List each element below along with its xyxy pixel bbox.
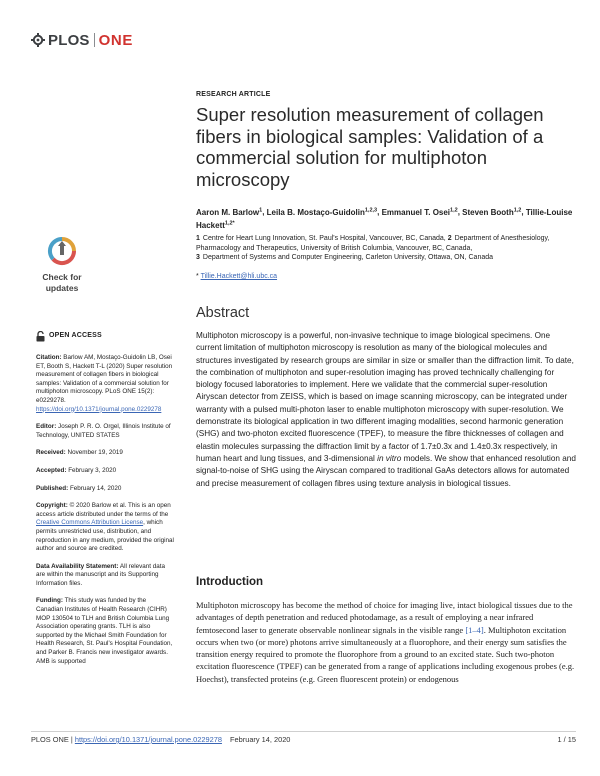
author[interactable]: Tillie-Louise Hackett$^{1,2*}$ <box>196 207 573 230</box>
citation-block: Citation: Barlow AM, Mostaço-Guidolin LB, Osei ET, Booth S, Hackett T-L (2020) Super resolution measurement of collagen fibers in biological samples: Validation of a commercial solution for multiphoton microscopy. PLoS ONE 15(2): e0229278. https://doi.org/10.1371/journal.pone.0229278 <box>36 354 173 413</box>
affiliation-number: 1 <box>196 235 200 242</box>
footer-citation: PLOS ONE | https://doi.org/10.1371/journal.pone.0229278 February 14, 2020 <box>31 735 291 744</box>
data-availability-block: Data Availability Statement: All relevant data are within the manuscript and its Supporting Information files. <box>36 562 166 587</box>
correspondence-marker: * <box>196 273 199 280</box>
affiliation-text: Centre for Heart Lung Innovation, St. Paul's Hospital, Vancouver, BC, Canada, <box>202 235 446 242</box>
accepted-date: Accepted: February 3, 2020 <box>36 466 117 474</box>
affiliation-text: Department of Anesthesiology, Pharmacology and Therapeutics, University of British Columbia, Vancouver, BC, Canada, <box>196 235 550 252</box>
open-lock-icon <box>36 331 45 342</box>
badge-label-line1: Check for <box>42 272 82 282</box>
badge-label-line2: updates <box>45 283 79 293</box>
article-type: RESEARCH ARTICLE <box>196 91 271 98</box>
page-number: 1 / 15 <box>557 735 576 744</box>
plos-logo-icon <box>31 33 45 47</box>
check-for-updates-badge[interactable] <box>36 236 88 293</box>
author[interactable]: Emmanuel T. Osei$^{1,2}$ <box>381 207 458 217</box>
article-info-sidebar <box>36 331 174 675</box>
abstract-body: Multiphoton microscopy is a powerful, non-invasive technique to image biological specimens. One current limitation of multiphoton microscopy is resolution as many of the biological molecules and structures investigated by research groups are similar in size or smaller than the diffraction limit. To date, the combination of multiphoton and super-resolution imaging has proved technically challenging for biology focused laboratories to implement. Here we validate that the commercial super-resolution Airyscan detector from ZEISS, which is based on image scanning microscopy, can be integrated under warranty with a pulsed multi-photon laser to enable multiphoton microscopy with super-resolution. We demonstrate its biological application in two different imaging modalities, second harmonic generation (SHG) and two-photon excited fluorescence (TPEF), to measure the fibre thicknesses of collagen and elastin molecules surpassing the diffraction limit by a factor of 1.7±0.3x and 1.4±0.3x respectively, in human heart and lung tissues, and 3-dimensional in vitro models. We show that enhanced resolution and signal-to-noise of SHG using the Airyscan compared to traditional GaAs detectors allows for automated and precise measurement of collagen fibres using texture analysis in biological tissues. <box>196 331 576 488</box>
reference-link[interactable]: [1–4] <box>465 624 484 635</box>
logo-word-plos: PLOS <box>48 31 90 49</box>
affiliation-number: 3 <box>196 254 200 262</box>
introduction-heading: Introduction <box>196 576 264 588</box>
published-date: Published: February 14, 2020 <box>36 484 122 492</box>
introduction-body: Multiphoton microscopy has become the method of choice for imaging live, intact biological tissues due to the advantages of depth penetration and reduced photodamage, as a result of employing a near infrared femtosecond laser to generate observable nonlinear signals in the visible range [1–4]. Multiphoton excitation occurs when two (or more) photons arrive simultaneously at a fluorophore, and their energy sum satisfies the transition energy required to promote the fluorophore from a ground to an excited state. Such two-photon excitation fluorescence (TPEF) can be generated from a range of applications including exogenous probes (e.g. Hoechst), transfected proteins (e.g. Green fluorescent protein) or endogenous <box>196 600 575 684</box>
license-link[interactable]: Creative Commons Attribution License <box>36 519 144 527</box>
author[interactable]: Leila B. Mostaço-Guidolin$^{1,2,3}$ <box>266 207 378 217</box>
affiliation-number: 2 <box>447 235 452 242</box>
funding-block: Funding: This study was funded by the Canadian Institutes of Health Research (CIHR) MOP 130504 to TLH and British Columbia Lung Association operating grants. TLH is also supported by the Michael Smith Foundation for Health Research, St. Paul's Hospital Foundation, and Parker B. Francis new investigator awards. AMB is supported <box>36 597 173 665</box>
footer-divider <box>31 731 576 732</box>
logo-separator <box>94 33 95 47</box>
page-footer <box>31 735 576 744</box>
author[interactable]: Steven Booth$^{1,2}$ <box>462 207 522 217</box>
abstract-heading: Abstract <box>196 305 250 321</box>
citation-doi-link[interactable]: https://doi.org/10.1371/journal.pone.0229278 <box>36 405 162 413</box>
editor-block: Editor: Joseph P. R. O. Orgel, Illinois Institute of Technology, UNITED STATES <box>36 423 171 439</box>
correspondence <box>196 273 277 280</box>
affiliation-text: Department of Systems and Computer Engineering, Carleton University, Ottawa, ON, Canada <box>202 254 494 262</box>
check-for-updates-icon <box>47 236 77 266</box>
journal-logo[interactable] <box>31 30 133 50</box>
affiliations <box>196 234 576 263</box>
author[interactable]: Aaron M. Barlow$^1$ <box>196 207 263 217</box>
correspondence-email-link[interactable]: Tillie.Hackett@hli.ubc.ca <box>200 273 278 280</box>
article-title: Super resolution measurement of collagen fibers in biological samples: Validation of a commercial solution for multiphoton microscopy <box>196 104 544 190</box>
author-list: Aaron M. Barlow$^1$, Leila B. Mostaço-Guidolin$^{1,2,3}$, Emmanuel T. Osei$^{1,2}$, Steven Booth$^{1,2}$, Tillie-Louise Hackett$^{1,2*}$ <box>196 207 573 230</box>
footer-doi-link[interactable]: https://doi.org/10.1371/journal.pone.0229278 <box>74 735 222 744</box>
received-date: Received: November 19, 2019 <box>36 449 123 457</box>
copyright-block: Copyright: © 2020 Barlow et al. This is an open access article distributed under the terms of the Creative Commons Attribution License, which permits unrestricted use, distribution, and reproduction in any medium, provided the original author and source are credited. <box>36 502 174 553</box>
open-access-label: OPEN ACCESS <box>36 331 174 342</box>
logo-word-one: ONE <box>98 31 133 49</box>
